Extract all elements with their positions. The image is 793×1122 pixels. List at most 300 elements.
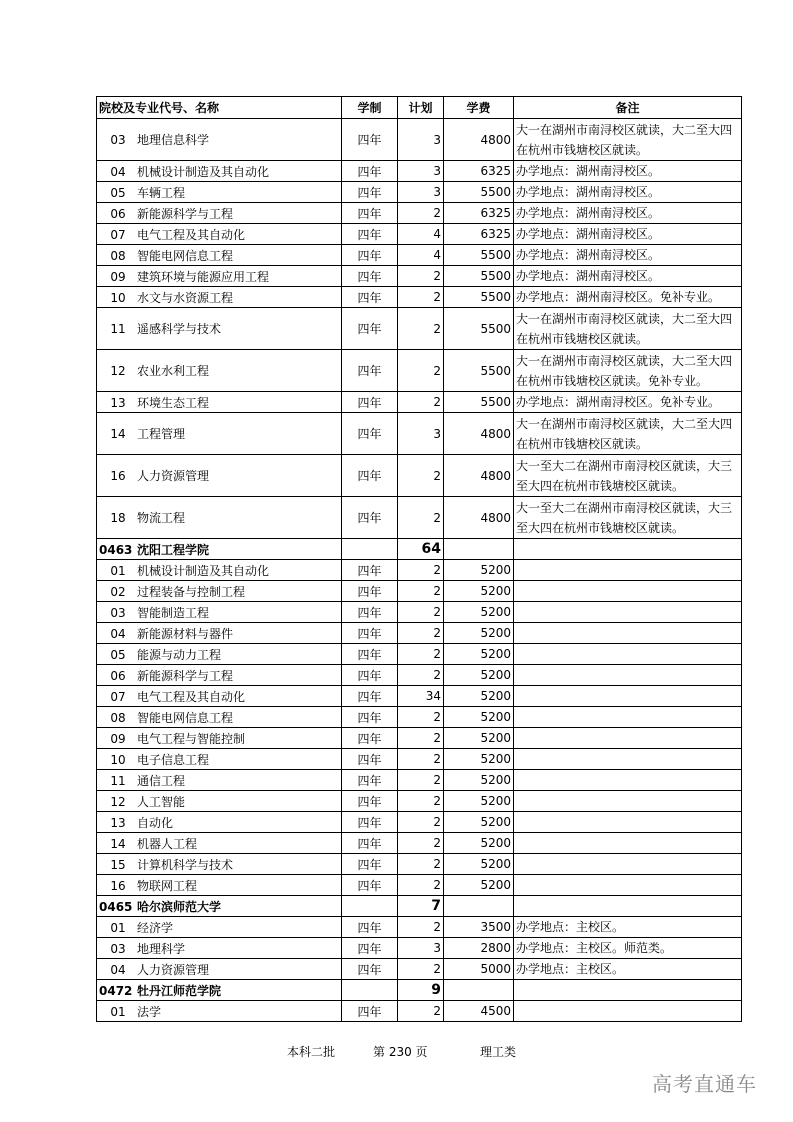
major-plan: 2 (398, 812, 444, 833)
major-fee: 5500 (444, 182, 514, 203)
major-cell (97, 413, 342, 455)
major-note: 办学地点：主校区。 (514, 959, 742, 980)
major-plan: 2 (398, 266, 444, 287)
major-row (97, 728, 742, 749)
major-note: 大一在湖州市南浔校区就读，大二至大四在杭州市钱塘校区就读。 (514, 413, 742, 455)
major-plan: 2 (398, 770, 444, 791)
major-duration: 四年 (342, 245, 398, 266)
major-note: 办学地点：湖州南浔校区。 (514, 161, 742, 182)
major-note: 大一至大二在湖州市南浔校区就读，大三至大四在杭州市钱塘校区就读。 (514, 497, 742, 539)
major-row (97, 623, 742, 644)
major-note (514, 1001, 742, 1022)
major-duration: 四年 (342, 1001, 398, 1022)
major-duration: 四年 (342, 224, 398, 245)
major-duration: 四年 (342, 602, 398, 623)
major-name: 新能源材料与器件 (137, 626, 234, 641)
header-fee: 学费 (444, 97, 514, 119)
major-cell (97, 455, 342, 497)
major-plan: 2 (398, 644, 444, 665)
major-cell (97, 833, 342, 854)
major-code: 01 (110, 1004, 126, 1019)
major-plan: 2 (398, 665, 444, 686)
major-fee: 5200 (444, 665, 514, 686)
major-name: 车辆工程 (137, 185, 186, 200)
school-duration-cell (342, 896, 398, 917)
major-name: 过程装备与控制工程 (137, 584, 246, 599)
school-cell (97, 539, 342, 560)
major-fee: 5200 (444, 770, 514, 791)
major-cell (97, 665, 342, 686)
major-name: 机械设计制造及其自动化 (137, 563, 270, 578)
footer-batch: 本科二批 (287, 1045, 336, 1059)
major-duration: 四年 (342, 728, 398, 749)
major-cell (97, 224, 342, 245)
major-cell (97, 560, 342, 581)
major-row (97, 770, 742, 791)
major-note (514, 602, 742, 623)
major-name: 能源与动力工程 (137, 647, 222, 662)
major-code: 15 (110, 857, 126, 872)
major-note (514, 749, 742, 770)
major-fee: 4500 (444, 1001, 514, 1022)
major-row (97, 350, 742, 392)
school-note-cell (514, 896, 742, 917)
major-duration: 四年 (342, 413, 398, 455)
major-fee: 5500 (444, 392, 514, 413)
school-note-cell (514, 539, 742, 560)
major-row (97, 161, 742, 182)
major-plan: 2 (398, 581, 444, 602)
school-code: 0472 (99, 983, 133, 998)
major-row (97, 182, 742, 203)
major-cell (97, 287, 342, 308)
school-name: 沈阳工程学院 (137, 542, 210, 557)
major-row (97, 581, 742, 602)
major-duration: 四年 (342, 161, 398, 182)
major-name: 智能制造工程 (137, 605, 210, 620)
major-name: 机器人工程 (137, 836, 198, 851)
major-duration: 四年 (342, 392, 398, 413)
major-duration: 四年 (342, 497, 398, 539)
footer-category: 理工类 (480, 1045, 517, 1059)
major-note (514, 854, 742, 875)
major-row (97, 392, 742, 413)
footer-page-number: 第 230 页 (373, 1045, 428, 1059)
major-row (97, 749, 742, 770)
school-duration-cell (342, 980, 398, 1001)
major-duration: 四年 (342, 581, 398, 602)
major-code: 01 (110, 563, 126, 578)
major-note: 大一在湖州市南浔校区就读，大二至大四在杭州市钱塘校区就读。 (514, 119, 742, 161)
major-duration: 四年 (342, 644, 398, 665)
major-name: 机械设计制造及其自动化 (137, 164, 270, 179)
major-duration: 四年 (342, 119, 398, 161)
major-name: 人力资源管理 (137, 962, 210, 977)
header-plan: 计划 (398, 97, 444, 119)
admission-plan-table (96, 96, 742, 1022)
major-code: 08 (110, 710, 126, 725)
major-cell (97, 119, 342, 161)
major-fee: 5500 (444, 308, 514, 350)
major-fee: 5500 (444, 266, 514, 287)
major-name: 智能电网信息工程 (137, 710, 234, 725)
major-code: 16 (110, 878, 126, 893)
major-name: 电子信息工程 (137, 752, 210, 767)
school-row (97, 980, 742, 1001)
major-plan: 3 (398, 938, 444, 959)
school-fee-cell (444, 896, 514, 917)
major-fee: 5200 (444, 854, 514, 875)
school-plan-total: 7 (398, 896, 444, 917)
major-plan: 2 (398, 623, 444, 644)
major-duration: 四年 (342, 266, 398, 287)
major-name: 电气工程及其自动化 (137, 227, 246, 242)
major-fee: 4800 (444, 497, 514, 539)
major-row (97, 686, 742, 707)
school-fee-cell (444, 539, 514, 560)
major-name: 电气工程及其自动化 (137, 689, 246, 704)
major-cell (97, 350, 342, 392)
school-name: 牡丹江师范学院 (137, 983, 222, 998)
major-name: 水文与水资源工程 (137, 290, 234, 305)
major-note (514, 791, 742, 812)
major-note (514, 644, 742, 665)
major-row (97, 497, 742, 539)
major-plan: 4 (398, 245, 444, 266)
major-row (97, 1001, 742, 1022)
major-plan: 2 (398, 707, 444, 728)
school-row (97, 896, 742, 917)
major-cell (97, 812, 342, 833)
major-fee: 5200 (444, 644, 514, 665)
major-fee: 5500 (444, 350, 514, 392)
school-row (97, 539, 742, 560)
major-plan: 3 (398, 182, 444, 203)
major-fee: 4800 (444, 413, 514, 455)
major-fee: 4800 (444, 119, 514, 161)
major-name: 建筑环境与能源应用工程 (137, 269, 270, 284)
major-name: 工程管理 (137, 427, 186, 441)
major-code: 12 (110, 364, 126, 378)
major-duration: 四年 (342, 623, 398, 644)
major-row (97, 224, 742, 245)
major-fee: 4800 (444, 455, 514, 497)
major-duration: 四年 (342, 560, 398, 581)
major-row (97, 308, 742, 350)
major-name: 地理科学 (137, 941, 186, 956)
major-duration: 四年 (342, 308, 398, 350)
major-note: 办学地点：湖州南浔校区。 (514, 224, 742, 245)
major-name: 法学 (137, 1004, 162, 1019)
school-name: 哈尔滨师范大学 (137, 899, 222, 914)
school-cell (97, 896, 342, 917)
major-code: 12 (110, 794, 126, 809)
major-cell (97, 182, 342, 203)
major-duration: 四年 (342, 791, 398, 812)
major-duration: 四年 (342, 812, 398, 833)
major-note (514, 686, 742, 707)
major-duration: 四年 (342, 833, 398, 854)
major-name: 智能电网信息工程 (137, 248, 234, 263)
major-code: 01 (110, 920, 126, 935)
major-cell (97, 728, 342, 749)
major-name: 物流工程 (137, 511, 186, 525)
major-cell (97, 644, 342, 665)
major-fee: 5200 (444, 875, 514, 896)
major-name: 新能源科学与工程 (137, 668, 234, 683)
major-cell (97, 749, 342, 770)
major-fee: 5200 (444, 791, 514, 812)
major-row (97, 287, 742, 308)
major-plan: 4 (398, 224, 444, 245)
major-fee: 5200 (444, 728, 514, 749)
major-cell (97, 770, 342, 791)
school-duration-cell (342, 539, 398, 560)
major-cell (97, 1001, 342, 1022)
major-note (514, 728, 742, 749)
major-fee: 5500 (444, 245, 514, 266)
major-row (97, 266, 742, 287)
major-code: 03 (110, 133, 126, 147)
major-cell (97, 266, 342, 287)
major-duration: 四年 (342, 749, 398, 770)
major-code: 07 (110, 227, 126, 242)
major-plan: 3 (398, 161, 444, 182)
major-cell (97, 497, 342, 539)
major-code: 04 (110, 626, 126, 641)
major-code: 11 (110, 322, 126, 336)
major-name: 经济学 (137, 920, 174, 935)
major-code: 08 (110, 248, 126, 263)
major-plan: 34 (398, 686, 444, 707)
major-row (97, 959, 742, 980)
table-body (97, 119, 742, 1022)
major-plan: 2 (398, 287, 444, 308)
major-duration: 四年 (342, 203, 398, 224)
major-cell (97, 161, 342, 182)
major-note (514, 833, 742, 854)
major-duration: 四年 (342, 182, 398, 203)
major-name: 人力资源管理 (137, 469, 210, 483)
major-fee: 5200 (444, 749, 514, 770)
school-code: 0465 (99, 899, 133, 914)
major-note (514, 623, 742, 644)
major-code: 16 (110, 469, 126, 483)
major-duration: 四年 (342, 959, 398, 980)
major-duration: 四年 (342, 854, 398, 875)
major-fee: 6325 (444, 203, 514, 224)
major-note: 大一在湖州市南浔校区就读，大二至大四在杭州市钱塘校区就读。免补专业。 (514, 350, 742, 392)
major-code: 13 (110, 395, 126, 410)
major-code: 14 (110, 427, 126, 441)
major-row (97, 119, 742, 161)
major-row (97, 707, 742, 728)
major-duration: 四年 (342, 287, 398, 308)
major-row (97, 833, 742, 854)
major-plan: 2 (398, 497, 444, 539)
table-header-row (97, 97, 742, 119)
school-fee-cell (444, 980, 514, 1001)
major-row (97, 245, 742, 266)
major-code: 10 (110, 290, 126, 305)
major-plan: 3 (398, 413, 444, 455)
major-row (97, 791, 742, 812)
major-plan: 2 (398, 749, 444, 770)
major-fee: 3500 (444, 917, 514, 938)
school-plan-total: 9 (398, 980, 444, 1001)
major-plan: 2 (398, 350, 444, 392)
major-note (514, 875, 742, 896)
major-fee: 5200 (444, 707, 514, 728)
major-row (97, 938, 742, 959)
major-cell (97, 245, 342, 266)
major-code: 04 (110, 962, 126, 977)
major-fee: 5200 (444, 686, 514, 707)
major-note (514, 581, 742, 602)
major-fee: 5000 (444, 959, 514, 980)
major-cell (97, 623, 342, 644)
major-plan: 2 (398, 917, 444, 938)
major-duration: 四年 (342, 455, 398, 497)
major-row (97, 812, 742, 833)
major-code: 14 (110, 836, 126, 851)
major-plan: 2 (398, 854, 444, 875)
major-duration: 四年 (342, 707, 398, 728)
major-plan: 2 (398, 602, 444, 623)
major-cell (97, 938, 342, 959)
major-fee: 5200 (444, 623, 514, 644)
major-note (514, 812, 742, 833)
major-duration: 四年 (342, 770, 398, 791)
major-row (97, 644, 742, 665)
major-fee: 5200 (444, 812, 514, 833)
major-code: 03 (110, 605, 126, 620)
major-name: 计算机科学与技术 (137, 857, 234, 872)
major-duration: 四年 (342, 350, 398, 392)
major-plan: 3 (398, 119, 444, 161)
major-cell (97, 602, 342, 623)
major-plan: 2 (398, 728, 444, 749)
major-code: 06 (110, 668, 126, 683)
major-note: 办学地点：湖州南浔校区。 (514, 182, 742, 203)
major-row (97, 203, 742, 224)
major-duration: 四年 (342, 686, 398, 707)
header-note: 备注 (514, 97, 742, 119)
major-plan: 2 (398, 1001, 444, 1022)
major-duration: 四年 (342, 917, 398, 938)
major-fee: 6325 (444, 224, 514, 245)
school-note-cell (514, 980, 742, 1001)
major-fee: 5200 (444, 581, 514, 602)
major-code: 06 (110, 206, 126, 221)
major-plan: 2 (398, 833, 444, 854)
major-note (514, 560, 742, 581)
header-name: 院校及专业代号、名称 (97, 97, 342, 119)
major-cell (97, 854, 342, 875)
header-duration: 学制 (342, 97, 398, 119)
major-cell (97, 308, 342, 350)
major-name: 地理信息科学 (137, 133, 210, 147)
major-name: 农业水利工程 (137, 364, 210, 378)
major-name: 遥感科学与技术 (137, 322, 222, 336)
major-plan: 2 (398, 308, 444, 350)
major-code: 18 (110, 511, 126, 525)
major-cell (97, 917, 342, 938)
major-row (97, 560, 742, 581)
major-code: 04 (110, 164, 126, 179)
major-fee: 5200 (444, 560, 514, 581)
major-note (514, 665, 742, 686)
major-code: 02 (110, 584, 126, 599)
major-code: 10 (110, 752, 126, 767)
school-plan-total: 64 (398, 539, 444, 560)
major-name: 自动化 (137, 815, 174, 830)
major-note (514, 707, 742, 728)
major-plan: 2 (398, 203, 444, 224)
major-note (514, 770, 742, 791)
major-note: 办学地点：湖州南浔校区。免补专业。 (514, 287, 742, 308)
school-cell (97, 980, 342, 1001)
major-name: 通信工程 (137, 773, 186, 788)
major-code: 07 (110, 689, 126, 704)
major-plan: 2 (398, 791, 444, 812)
major-row (97, 854, 742, 875)
major-plan: 2 (398, 875, 444, 896)
major-code: 03 (110, 941, 126, 956)
major-duration: 四年 (342, 875, 398, 896)
major-row (97, 413, 742, 455)
major-fee: 5200 (444, 602, 514, 623)
major-code: 13 (110, 815, 126, 830)
major-code: 09 (110, 731, 126, 746)
major-fee: 5500 (444, 287, 514, 308)
major-row (97, 875, 742, 896)
major-code: 11 (110, 773, 126, 788)
major-fee: 6325 (444, 161, 514, 182)
major-cell (97, 203, 342, 224)
major-note: 办学地点：湖州南浔校区。免补专业。 (514, 392, 742, 413)
major-note: 办学地点：主校区。 (514, 917, 742, 938)
major-cell (97, 791, 342, 812)
major-code: 09 (110, 269, 126, 284)
major-code: 05 (110, 185, 126, 200)
major-cell (97, 581, 342, 602)
major-fee: 5200 (444, 833, 514, 854)
major-name: 物联网工程 (137, 878, 198, 893)
major-plan: 2 (398, 959, 444, 980)
major-row (97, 602, 742, 623)
major-note: 大一在湖州市南浔校区就读，大二至大四在杭州市钱塘校区就读。 (514, 308, 742, 350)
major-cell (97, 875, 342, 896)
major-note: 办学地点：湖州南浔校区。 (514, 203, 742, 224)
major-plan: 2 (398, 455, 444, 497)
major-note: 办学地点：湖州南浔校区。 (514, 245, 742, 266)
major-name: 电气工程与智能控制 (137, 731, 246, 746)
major-cell (97, 707, 342, 728)
major-cell (97, 959, 342, 980)
major-cell (97, 686, 342, 707)
major-name: 环境生态工程 (137, 395, 210, 410)
major-note: 办学地点：主校区。师范类。 (514, 938, 742, 959)
major-note: 大一至大二在湖州市南浔校区就读，大三至大四在杭州市钱塘校区就读。 (514, 455, 742, 497)
major-plan: 2 (398, 392, 444, 413)
major-code: 05 (110, 647, 126, 662)
major-row (97, 665, 742, 686)
major-name: 新能源科学与工程 (137, 206, 234, 221)
major-row (97, 455, 742, 497)
school-code: 0463 (99, 542, 133, 557)
major-fee: 2800 (444, 938, 514, 959)
